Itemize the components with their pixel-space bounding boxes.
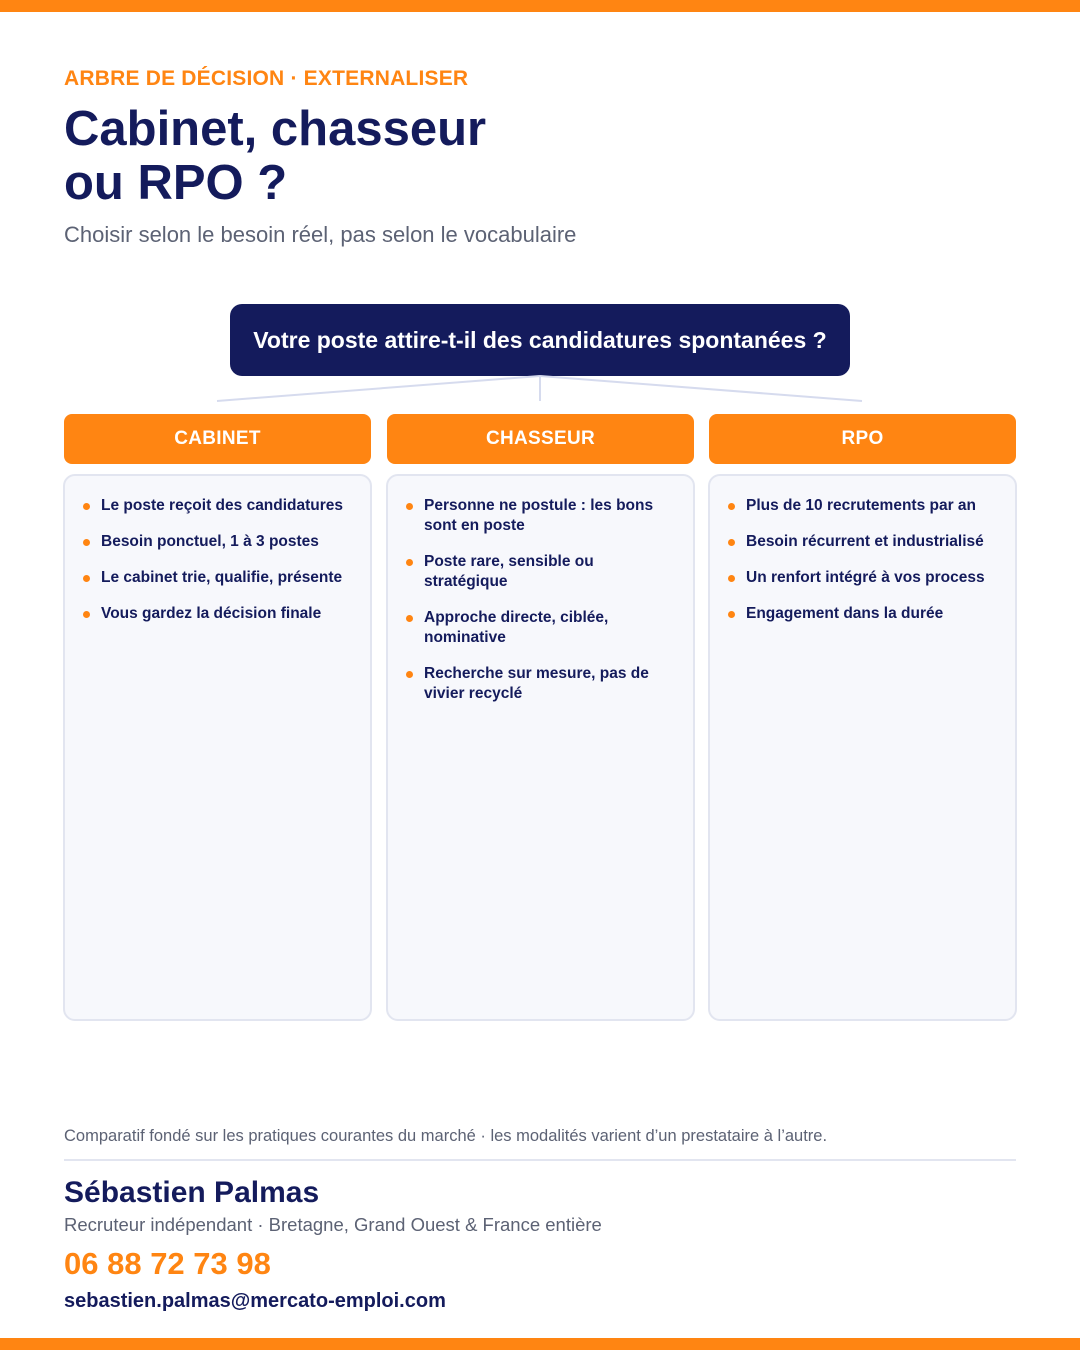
bullet-dot-icon	[728, 575, 735, 582]
bullet-dot-icon	[406, 615, 413, 622]
bullet-dot-icon	[83, 503, 90, 510]
tree-connectors	[0, 374, 1080, 406]
contact-phone: 06 88 72 73 98	[64, 1246, 271, 1281]
decision-question-node	[230, 304, 850, 376]
list-item: Engagement dans la durée	[726, 604, 1003, 624]
footnote: Comparatif fondé sur les pratiques courantes du marché · les modalités varient d’un prestataire à l’autre.	[64, 1127, 828, 1145]
page-subtitle: Choisir selon le besoin réel, pas selon le vocabulaire	[64, 222, 577, 247]
list-item: Le cabinet trie, qualifie, présente	[81, 568, 358, 588]
page-title	[64, 102, 764, 210]
bullet-dot-icon	[728, 539, 735, 546]
list-item: Un renfort intégré à vos process	[726, 568, 1003, 588]
column-header-chasseur: CHASSEUR	[387, 414, 694, 464]
list-item: Poste rare, sensible ou stratégique	[404, 552, 681, 592]
bullet-dot-icon	[83, 539, 90, 546]
divider	[64, 1159, 1016, 1161]
list-item: Personne ne postule : les bons sont en poste	[404, 496, 681, 536]
bottom-accent-bar	[0, 1338, 1080, 1350]
criteria-list	[726, 496, 1003, 624]
list-item: Plus de 10 recrutements par an	[726, 496, 1003, 516]
list-item: Approche directe, ciblée, nominative	[404, 608, 681, 648]
column-card-rpo	[708, 474, 1017, 1021]
page-title-line-2: ou RPO ?	[64, 156, 288, 210]
bullet-dot-icon	[728, 611, 735, 618]
bullet-dot-icon	[406, 559, 413, 566]
list-item: Le poste reçoit des candidatures	[81, 496, 358, 516]
column-card-cabinet	[63, 474, 372, 1021]
page-title-line-1: Cabinet, chasseur	[64, 102, 487, 156]
column-header-cabinet: CABINET	[64, 414, 371, 464]
bullet-dot-icon	[83, 611, 90, 618]
connector-branch-right	[540, 376, 862, 401]
author-role: Recruteur indépendant · Bretagne, Grand Ouest & France entière	[64, 1214, 602, 1235]
decision-question-text: Votre poste attire-t-il des candidatures spontanées ?	[253, 326, 827, 353]
column-card-chasseur	[386, 474, 695, 1021]
list-item: Besoin ponctuel, 1 à 3 postes	[81, 532, 358, 552]
contact-email: sebastien.palmas@mercato-emploi.com	[64, 1290, 446, 1312]
list-item: Recherche sur mesure, pas de vivier recyclé	[404, 664, 681, 704]
criteria-list	[81, 496, 358, 624]
column-header-rpo: RPO	[709, 414, 1016, 464]
list-item: Vous gardez la décision finale	[81, 604, 358, 624]
bullet-dot-icon	[728, 503, 735, 510]
bullet-dot-icon	[406, 503, 413, 510]
connector-branch-left	[217, 376, 540, 401]
bullet-dot-icon	[83, 575, 90, 582]
criteria-list	[404, 496, 681, 704]
eyebrow-label: ARBRE DE DÉCISION · EXTERNALISER	[64, 67, 469, 90]
list-item: Besoin récurrent et industrialisé	[726, 532, 1003, 552]
top-accent-bar	[0, 0, 1080, 12]
author-name: Sébastien Palmas	[64, 1176, 320, 1209]
bullet-dot-icon	[406, 671, 413, 678]
